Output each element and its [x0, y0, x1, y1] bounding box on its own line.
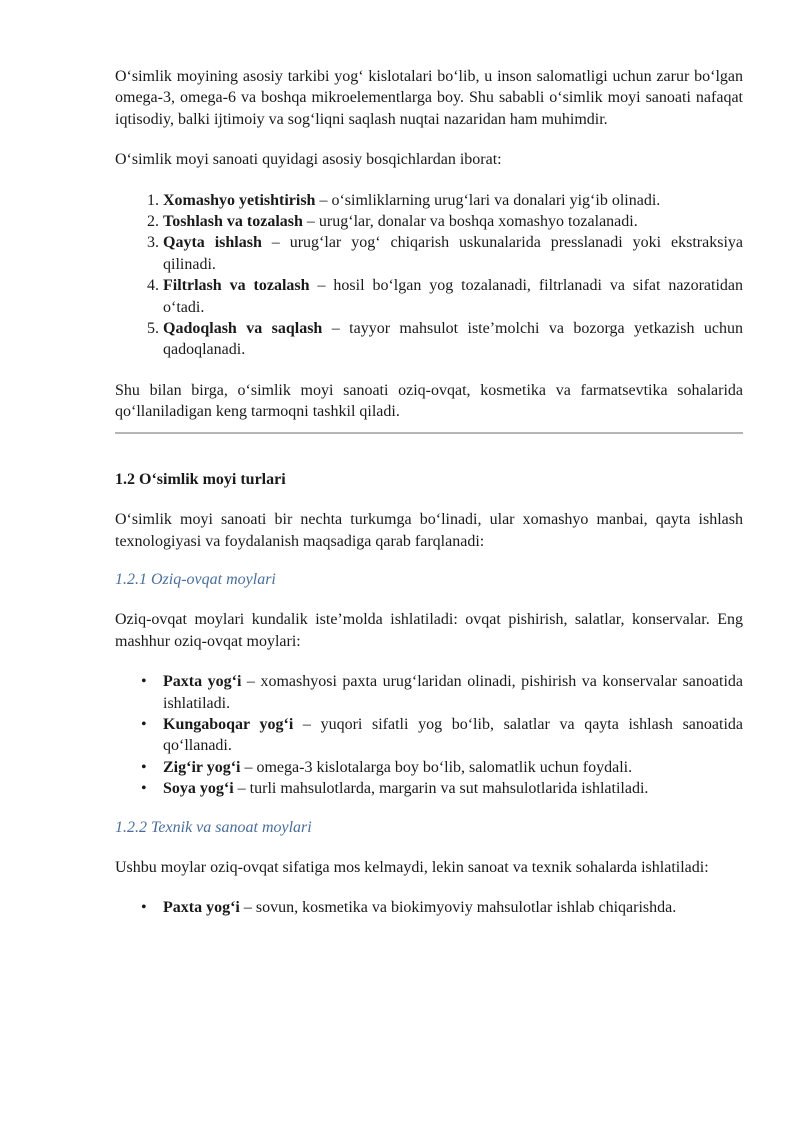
stage-item [163, 318, 743, 361]
intro-paragraph: O‘simlik moyining asosiy tarkibi yog‘ kislotalari bo‘lib, u inson salomatligi uchun zarur bo‘lgan omega-3, omega-6 va boshqa mikroelementlarga boy. Shu sababli o‘simlik moyi sanoati nafaqat iqtisodiy, balki ijtimoiy va sog‘liqni saqlash nuqtai nazaridan ham muhimdir. [115, 68, 743, 128]
technical-oils-list [115, 897, 743, 918]
list-item [141, 671, 743, 714]
subsection-heading-food-oils: 1.2.1 Oziq-ovqat moylari [115, 570, 276, 588]
oil-name: Paxta yog‘i [163, 673, 242, 691]
stage-term: Qayta ishlash [163, 234, 262, 252]
bullet-marker: • [141, 758, 147, 776]
oil-description: – xomashyosi paxta urug‘laridan olinadi, pishirish va konservalar sanoatida ishlatiladi. [163, 673, 743, 712]
oil-name: Soya yog‘i [163, 780, 234, 798]
oil-description: – sovun, kosmetika va biokimyoviy mahsulotlar ishlab chiqarishda. [239, 899, 677, 917]
bullet-marker: • [141, 673, 147, 691]
bullet-marker: • [141, 899, 147, 917]
oil-description: – yuqori sifatli yog bo‘lib, salatlar va qayta ishlash sanoatida qo‘llanadi. [163, 715, 744, 755]
stage-text: – tayyor mahsulot iste’molchi va bozorga yetkazish uchun qadoqlanadi. [163, 320, 743, 359]
food-oils-intro: Oziq-ovqat moylari kundalik iste’molda ishlatiladi: ovqat pishirish, salatlar, konservalar. Eng mashhur oziq-ovqat moylari: [115, 611, 743, 650]
stage-text: – hosil bo‘lgan yog tozalanadi, filtrlanadi va sifat nazoratidan o‘tadi. [163, 277, 743, 316]
bullet-marker: • [141, 780, 147, 798]
subsection-heading-technical-oils: 1.2.2 Texnik va sanoat moylari [115, 818, 312, 836]
section-intro-paragraph: O‘simlik moyi sanoati bir nechta turkumga bo‘linadi, ular xomashyo manbai, qayta ishlash texnologiyasi va foydalanish maqsadiga qarab farqlanadi: [115, 511, 743, 550]
stage-item [163, 190, 743, 211]
stages-lead-paragraph: O‘simlik moyi sanoati quyidagi asosiy bosqichlardan iborat: [115, 151, 502, 169]
oil-name: Zig‘ir yog‘i [163, 758, 241, 776]
oil-name: Kungaboqar yog‘i [163, 715, 294, 733]
section-heading: 1.2 O‘simlik moyi turlari [115, 470, 286, 488]
list-item [141, 897, 743, 918]
stage-text: – urug‘lar yog‘ chiqarish uskunalarida presslanadi yoki ekstraksiya qilinadi. [163, 234, 744, 273]
oil-description: – turli mahsulotlarda, margarin va sut mahsulotlarida ishlatiladi. [233, 780, 649, 798]
section-divider [115, 432, 743, 434]
stage-text: – o‘simliklarning urug‘lari va donalari yig‘ib olinadi. [315, 191, 661, 209]
oil-name: Paxta yog‘i [163, 899, 240, 917]
stage-text: – urug‘lar, donalar va boshqa xomashyo tozalanadi. [302, 213, 638, 231]
stage-term: Qadoqlash va saqlash [163, 320, 323, 338]
list-item [141, 757, 743, 778]
food-oils-list [115, 671, 743, 799]
stages-list [115, 190, 743, 361]
list-item [141, 778, 743, 799]
summary-paragraph: Shu bilan birga, o‘simlik moyi sanoati oziq-ovqat, kosmetika va farmatsevtika sohalarida qo‘llaniladigan keng tarmoqni tashkil qiladi. [115, 381, 743, 421]
oil-description: – omega-3 kislotalarga boy bo‘lib, salomatlik uchun foydali. [240, 758, 633, 776]
stage-item [163, 211, 743, 232]
stage-item [163, 275, 743, 318]
bullet-marker: • [141, 715, 147, 733]
stage-term: Xomashyo yetishtirish [163, 191, 316, 209]
technical-oils-intro: Ushbu moylar oziq-ovqat sifatiga mos kelmaydi, lekin sanoat va texnik sohalarda ishlatiladi: [115, 858, 709, 876]
stage-term: Filtrlash va tozalash [163, 277, 310, 295]
stage-item [163, 232, 743, 275]
stage-term: Toshlash va tozalash [163, 213, 303, 231]
list-item [141, 714, 744, 757]
